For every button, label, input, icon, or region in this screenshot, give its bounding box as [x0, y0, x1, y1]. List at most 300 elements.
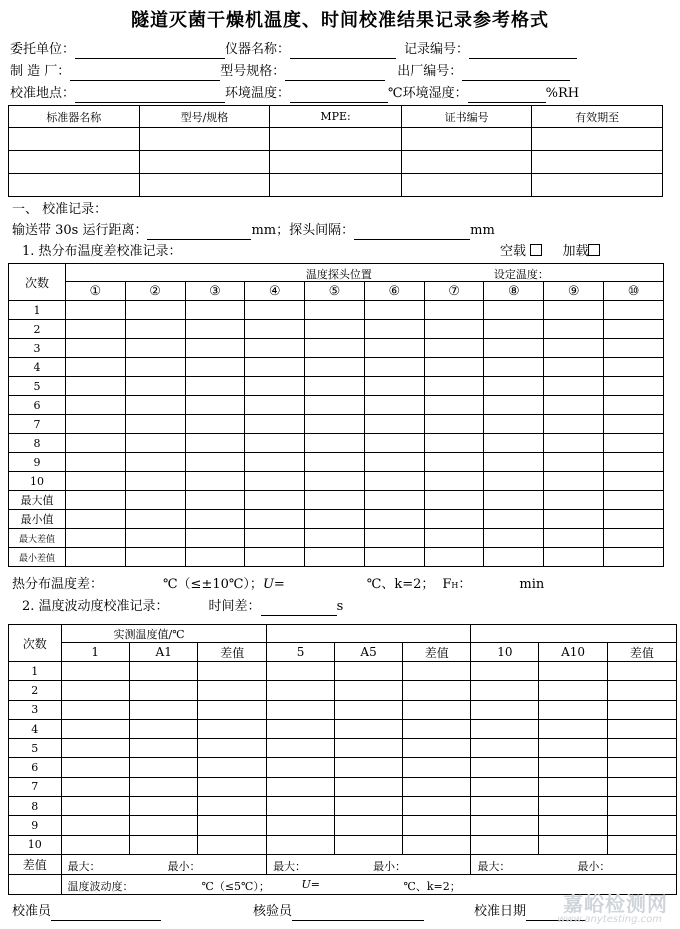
t2-diff-label: 差值: [9, 854, 62, 874]
data-cell[interactable]: [607, 662, 676, 681]
data-cell[interactable]: [305, 301, 365, 320]
data-cell[interactable]: [185, 548, 245, 567]
data-cell[interactable]: [424, 548, 484, 567]
min-label: 最小：: [167, 859, 201, 873]
data-cell[interactable]: [198, 662, 267, 681]
data-cell[interactable]: [335, 758, 403, 777]
t2-diff-group-3[interactable]: [471, 854, 677, 874]
data-cell[interactable]: [484, 320, 544, 339]
t1-row: [9, 377, 664, 396]
data-cell[interactable]: [65, 548, 125, 567]
data-cell[interactable]: [471, 835, 539, 854]
t1-row-label: 7: [9, 415, 66, 434]
data-cell[interactable]: [65, 453, 125, 472]
data-cell[interactable]: [544, 415, 604, 434]
data-cell[interactable]: [539, 662, 607, 681]
data-cell[interactable]: [607, 835, 676, 854]
data-cell[interactable]: [129, 662, 198, 681]
t2-row-label: 9: [9, 816, 62, 835]
data-cell[interactable]: [484, 415, 544, 434]
data-cell[interactable]: [185, 510, 245, 529]
t2-row: [9, 816, 677, 835]
data-cell[interactable]: [267, 835, 335, 854]
data-cell[interactable]: [129, 681, 198, 700]
data-cell[interactable]: [335, 681, 403, 700]
data-cell[interactable]: [484, 396, 544, 415]
data-cell[interactable]: [544, 510, 604, 529]
data-cell[interactable]: [424, 396, 484, 415]
data-cell[interactable]: [65, 377, 125, 396]
data-cell[interactable]: [424, 529, 484, 548]
data-cell[interactable]: [364, 320, 424, 339]
data-cell[interactable]: [125, 548, 185, 567]
data-cell[interactable]: [198, 777, 267, 796]
data-cell[interactable]: [305, 320, 365, 339]
data-cell[interactable]: [305, 415, 365, 434]
data-cell[interactable]: [185, 472, 245, 491]
data-cell[interactable]: [471, 816, 539, 835]
data-cell[interactable]: [471, 777, 539, 796]
data-cell[interactable]: [65, 472, 125, 491]
data-cell[interactable]: [245, 339, 305, 358]
t1-row: [9, 339, 664, 358]
fh-unit: min: [519, 577, 545, 592]
data-cell[interactable]: [403, 758, 471, 777]
data-cell[interactable]: [364, 377, 424, 396]
data-cell[interactable]: [539, 797, 607, 816]
t2-row-label: 7: [9, 777, 62, 796]
data-cell[interactable]: [185, 301, 245, 320]
t1-row-label: 1: [9, 301, 66, 320]
probe-number-8: ⑧: [484, 282, 544, 301]
data-cell[interactable]: [245, 320, 305, 339]
t1-max-value-row-label: 最大值: [9, 491, 66, 510]
data-cell[interactable]: [403, 777, 471, 796]
env-temp-field[interactable]: [290, 88, 388, 103]
data-cell[interactable]: [539, 835, 607, 854]
t2-diff-group-2[interactable]: [267, 854, 471, 874]
data-cell[interactable]: [607, 777, 676, 796]
t2-times-header: 次数: [9, 625, 62, 662]
data-cell[interactable]: [604, 377, 664, 396]
data-cell[interactable]: [403, 797, 471, 816]
client-label: 委托单位：: [10, 42, 76, 57]
data-cell[interactable]: [125, 320, 185, 339]
data-cell[interactable]: [424, 320, 484, 339]
data-cell[interactable]: [403, 816, 471, 835]
data-cell[interactable]: [245, 548, 305, 567]
t2-group-3-header: [471, 625, 677, 643]
data-cell[interactable]: [335, 719, 403, 738]
data-cell[interactable]: [125, 396, 185, 415]
data-cell[interactable]: [604, 548, 664, 567]
conveyor-distance-field[interactable]: [147, 225, 251, 240]
data-cell[interactable]: [65, 339, 125, 358]
data-cell[interactable]: [604, 453, 664, 472]
data-cell[interactable]: [424, 377, 484, 396]
data-cell[interactable]: [364, 434, 424, 453]
data-cell[interactable]: [245, 415, 305, 434]
data-cell[interactable]: [198, 835, 267, 854]
t2-row-label: 3: [9, 700, 62, 719]
data-cell[interactable]: [129, 700, 198, 719]
data-cell[interactable]: [267, 739, 335, 758]
data-cell[interactable]: [607, 681, 676, 700]
data-cell[interactable]: [424, 339, 484, 358]
data-cell[interactable]: [61, 777, 129, 796]
probe-position-label: 温度探头位置: [305, 268, 372, 281]
data-cell[interactable]: [539, 739, 607, 758]
record-no-field[interactable]: [469, 44, 577, 59]
data-cell[interactable]: [544, 491, 604, 510]
data-cell[interactable]: [305, 453, 365, 472]
data-cell[interactable]: [607, 816, 676, 835]
t1-row: [9, 415, 664, 434]
loaded-label: 加载: [562, 244, 589, 259]
data-cell[interactable]: [61, 719, 129, 738]
data-cell[interactable]: [484, 358, 544, 377]
data-cell[interactable]: [305, 548, 365, 567]
data-cell[interactable]: [185, 434, 245, 453]
data-cell[interactable]: [185, 529, 245, 548]
env-humidity-field[interactable]: [468, 88, 546, 103]
data-cell[interactable]: [424, 472, 484, 491]
data-cell[interactable]: [335, 816, 403, 835]
data-cell[interactable]: [403, 700, 471, 719]
data-cell[interactable]: [65, 301, 125, 320]
empty-load-label: 空载: [500, 244, 527, 259]
data-cell[interactable]: [471, 662, 539, 681]
temperature-fluctuation-table: [8, 624, 677, 895]
data-cell[interactable]: [61, 662, 129, 681]
data-cell[interactable]: [364, 339, 424, 358]
data-cell[interactable]: [185, 320, 245, 339]
data-cell[interactable]: [61, 816, 129, 835]
data-cell[interactable]: [484, 377, 544, 396]
data-cell[interactable]: [484, 339, 544, 358]
data-cell[interactable]: [185, 491, 245, 510]
fluct-u-unit: ℃、k=2；: [403, 879, 461, 893]
data-cell[interactable]: [198, 816, 267, 835]
data-cell[interactable]: [364, 510, 424, 529]
data-cell[interactable]: [335, 835, 403, 854]
instrument-name-field[interactable]: [290, 44, 396, 59]
data-cell[interactable]: [198, 739, 267, 758]
data-cell[interactable]: [65, 491, 125, 510]
t2-diff-group-1[interactable]: [61, 854, 267, 874]
data-cell[interactable]: [125, 453, 185, 472]
data-cell[interactable]: [335, 662, 403, 681]
data-cell[interactable]: [129, 835, 198, 854]
data-cell[interactable]: [424, 453, 484, 472]
data-cell[interactable]: [364, 396, 424, 415]
data-cell[interactable]: [539, 816, 607, 835]
data-cell[interactable]: [129, 719, 198, 738]
data-cell[interactable]: [604, 301, 664, 320]
data-cell[interactable]: [125, 339, 185, 358]
data-cell[interactable]: [65, 396, 125, 415]
conveyor-unit: mm；探头间隔：: [251, 223, 355, 238]
data-cell[interactable]: [61, 739, 129, 758]
data-cell[interactable]: [364, 453, 424, 472]
data-cell[interactable]: [65, 529, 125, 548]
data-cell[interactable]: [335, 700, 403, 719]
data-cell[interactable]: [65, 358, 125, 377]
data-cell[interactable]: [544, 548, 604, 567]
data-cell[interactable]: [484, 510, 544, 529]
data-cell[interactable]: [403, 719, 471, 738]
data-cell[interactable]: [471, 719, 539, 738]
data-cell[interactable]: [544, 320, 604, 339]
data-cell[interactable]: [267, 797, 335, 816]
data-cell[interactable]: [125, 358, 185, 377]
data-cell[interactable]: [484, 434, 544, 453]
data-cell[interactable]: [424, 491, 484, 510]
data-cell[interactable]: [185, 339, 245, 358]
t2-fluct-blank: [9, 874, 62, 894]
data-cell[interactable]: [61, 835, 129, 854]
data-cell[interactable]: [61, 681, 129, 700]
data-cell[interactable]: [61, 700, 129, 719]
data-cell[interactable]: [245, 301, 305, 320]
t1-probe-number-row: [9, 282, 664, 301]
data-cell[interactable]: [125, 472, 185, 491]
data-cell[interactable]: [484, 453, 544, 472]
factory-no-field[interactable]: [462, 66, 570, 81]
data-cell[interactable]: [305, 396, 365, 415]
data-cell[interactable]: [364, 358, 424, 377]
data-cell[interactable]: [484, 301, 544, 320]
data-cell[interactable]: [305, 491, 365, 510]
t1-row: [9, 396, 664, 415]
data-cell[interactable]: [403, 739, 471, 758]
verifier-field[interactable]: [292, 906, 424, 921]
data-cell[interactable]: [125, 434, 185, 453]
data-cell[interactable]: [185, 415, 245, 434]
data-cell[interactable]: [471, 739, 539, 758]
data-cell[interactable]: [544, 472, 604, 491]
data-cell[interactable]: [607, 700, 676, 719]
data-cell[interactable]: [305, 434, 365, 453]
t1-row: [9, 453, 664, 472]
data-cell[interactable]: [403, 681, 471, 700]
time-diff-field[interactable]: [261, 601, 337, 616]
data-cell[interactable]: [544, 358, 604, 377]
probe-number-3: ③: [185, 282, 245, 301]
t1-row-label: 4: [9, 358, 66, 377]
data-cell[interactable]: [129, 797, 198, 816]
data-cell[interactable]: [607, 719, 676, 738]
data-cell[interactable]: [129, 777, 198, 796]
data-cell[interactable]: [364, 548, 424, 567]
t2-row-label: 2: [9, 681, 62, 700]
data-cell[interactable]: [424, 301, 484, 320]
data-cell[interactable]: [198, 700, 267, 719]
data-cell[interactable]: [305, 510, 365, 529]
data-cell[interactable]: [364, 415, 424, 434]
data-cell[interactable]: [471, 681, 539, 700]
data-cell[interactable]: [364, 472, 424, 491]
data-cell[interactable]: [305, 358, 365, 377]
data-cell[interactable]: [544, 434, 604, 453]
t2-row-label: 5: [9, 739, 62, 758]
data-cell[interactable]: [604, 529, 664, 548]
data-cell[interactable]: [185, 396, 245, 415]
data-cell[interactable]: [604, 339, 664, 358]
data-cell[interactable]: [604, 434, 664, 453]
standards-row: [9, 174, 663, 197]
data-cell[interactable]: [471, 758, 539, 777]
t2-subcol-5: A5: [335, 643, 403, 662]
data-cell[interactable]: [544, 339, 604, 358]
data-cell[interactable]: [424, 510, 484, 529]
data-cell[interactable]: [245, 358, 305, 377]
data-cell[interactable]: [484, 529, 544, 548]
data-cell[interactable]: [484, 548, 544, 567]
data-cell[interactable]: [185, 453, 245, 472]
loaded-checkbox[interactable]: [588, 244, 600, 256]
data-cell[interactable]: [267, 719, 335, 738]
data-cell[interactable]: [245, 377, 305, 396]
data-cell[interactable]: [403, 835, 471, 854]
date-label: 校准日期: [474, 904, 527, 919]
data-cell[interactable]: [604, 396, 664, 415]
data-cell[interactable]: [61, 758, 129, 777]
data-cell[interactable]: [245, 453, 305, 472]
data-cell[interactable]: [185, 358, 245, 377]
t2-subcol-9: 差值: [607, 643, 676, 662]
data-cell[interactable]: [364, 301, 424, 320]
data-cell[interactable]: [544, 529, 604, 548]
data-cell[interactable]: [424, 358, 484, 377]
data-cell[interactable]: [544, 396, 604, 415]
data-cell[interactable]: [471, 700, 539, 719]
t1-row: [9, 358, 664, 377]
data-cell[interactable]: [65, 415, 125, 434]
data-cell[interactable]: [544, 377, 604, 396]
t1-row: [9, 301, 664, 320]
data-cell[interactable]: [65, 434, 125, 453]
footer-line: [12, 903, 586, 921]
data-cell[interactable]: [198, 681, 267, 700]
data-cell[interactable]: [129, 739, 198, 758]
data-cell[interactable]: [185, 377, 245, 396]
data-cell[interactable]: [305, 472, 365, 491]
data-cell[interactable]: [539, 681, 607, 700]
data-cell[interactable]: [267, 681, 335, 700]
instrument-name-label: 仪器名称：: [225, 42, 291, 57]
data-cell[interactable]: [267, 758, 335, 777]
data-cell[interactable]: [539, 758, 607, 777]
data-cell[interactable]: [539, 777, 607, 796]
data-cell[interactable]: [604, 358, 664, 377]
data-cell[interactable]: [335, 739, 403, 758]
t2-row: [9, 835, 677, 854]
t1-row-label: 2: [9, 320, 66, 339]
data-cell[interactable]: [267, 700, 335, 719]
data-cell[interactable]: [544, 453, 604, 472]
manufacturer-field[interactable]: [70, 66, 220, 81]
data-cell[interactable]: [65, 320, 125, 339]
data-cell[interactable]: [484, 491, 544, 510]
data-cell[interactable]: [604, 415, 664, 434]
data-cell[interactable]: [607, 797, 676, 816]
t2-subcol-8: A10: [539, 643, 607, 662]
data-cell[interactable]: [364, 529, 424, 548]
data-cell[interactable]: [484, 472, 544, 491]
data-cell[interactable]: [335, 797, 403, 816]
data-cell[interactable]: [604, 472, 664, 491]
data-cell[interactable]: [607, 758, 676, 777]
data-cell[interactable]: [245, 491, 305, 510]
t2-row-label: 4: [9, 719, 62, 738]
standards-col-cert: 证书编号: [401, 106, 532, 128]
data-cell[interactable]: [267, 662, 335, 681]
data-cell[interactable]: [129, 758, 198, 777]
model-field[interactable]: [285, 66, 385, 81]
calibrator-field[interactable]: [51, 906, 161, 921]
data-cell[interactable]: [245, 529, 305, 548]
data-cell[interactable]: [245, 472, 305, 491]
data-cell[interactable]: [424, 434, 484, 453]
data-cell[interactable]: [125, 529, 185, 548]
data-cell[interactable]: [245, 510, 305, 529]
standards-row: [9, 128, 663, 151]
data-cell[interactable]: [305, 339, 365, 358]
standards-col-name: 标准器名称: [9, 106, 140, 128]
data-cell[interactable]: [267, 777, 335, 796]
data-cell[interactable]: [604, 510, 664, 529]
data-cell[interactable]: [403, 662, 471, 681]
data-cell[interactable]: [198, 797, 267, 816]
data-cell[interactable]: [539, 719, 607, 738]
data-cell[interactable]: [604, 320, 664, 339]
t2-row: [9, 758, 677, 777]
heat-u-label: U=: [262, 577, 285, 592]
data-cell[interactable]: [539, 700, 607, 719]
data-cell[interactable]: [544, 301, 604, 320]
data-cell[interactable]: [125, 491, 185, 510]
data-cell[interactable]: [125, 415, 185, 434]
data-cell[interactable]: [245, 434, 305, 453]
t1-row: [9, 434, 664, 453]
data-cell[interactable]: [267, 816, 335, 835]
data-cell[interactable]: [305, 377, 365, 396]
data-cell[interactable]: [245, 396, 305, 415]
data-cell[interactable]: [471, 797, 539, 816]
t2-row-label: 8: [9, 797, 62, 816]
client-field[interactable]: [75, 44, 225, 59]
data-cell[interactable]: [129, 816, 198, 835]
data-cell[interactable]: [61, 797, 129, 816]
empty-load-checkbox[interactable]: [530, 244, 542, 256]
data-cell[interactable]: [125, 301, 185, 320]
data-cell[interactable]: [604, 491, 664, 510]
data-cell[interactable]: [607, 739, 676, 758]
data-cell[interactable]: [364, 491, 424, 510]
data-cell[interactable]: [125, 377, 185, 396]
probe-interval-field[interactable]: [354, 225, 470, 240]
data-cell[interactable]: [198, 758, 267, 777]
location-field[interactable]: [75, 88, 225, 103]
data-cell[interactable]: [305, 529, 365, 548]
data-cell[interactable]: [125, 510, 185, 529]
data-cell[interactable]: [424, 415, 484, 434]
data-cell[interactable]: [198, 719, 267, 738]
data-cell[interactable]: [335, 777, 403, 796]
t2-row-label: 1: [9, 662, 62, 681]
data-cell[interactable]: [65, 510, 125, 529]
